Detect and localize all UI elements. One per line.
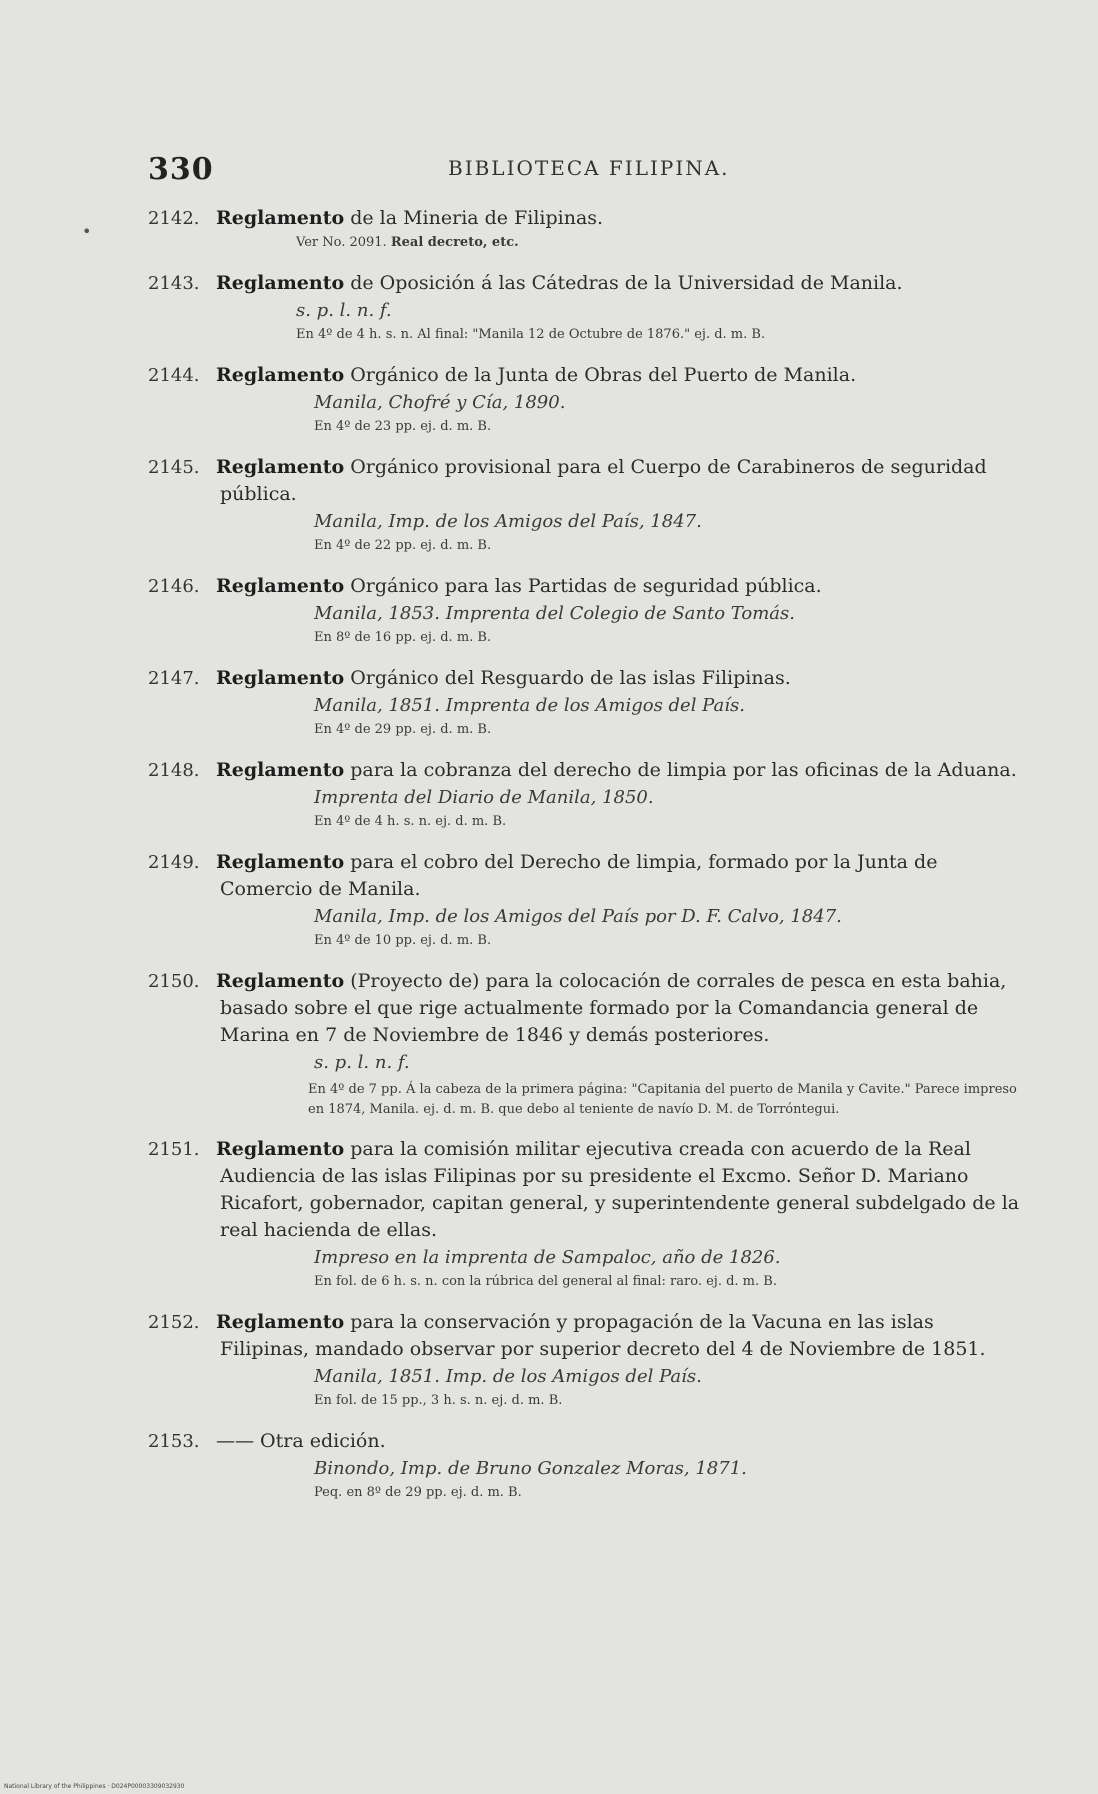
entry-title: para la comisión militar ejecutiva creada con acuerdo de la Real Audiencia de las islas Filipinas por su presidente el Excmo. Señor D. Mariano Ricafort, gobernador, capitan general, y superintendente general subdelgado de la real hacienda de ellas. <box>220 1138 1020 1241</box>
entry-title: Orgánico de la Junta de Obras del Puerto de Manila. <box>350 364 857 386</box>
entry-number: 2144. <box>148 365 200 386</box>
catalog-entries <box>148 205 1028 1520</box>
entry-number: 2145. <box>148 457 200 478</box>
entry-imprint: s. p. l. n. f. <box>296 300 392 321</box>
entry-note: En 8º de 16 pp. ej. d. m. B. <box>314 630 492 645</box>
entry-title: de Oposición á las Cátedras de la Universidad de Manila. <box>350 272 903 294</box>
entry-2151 <box>148 1136 1028 1293</box>
entry-imprint: Manila, Imp. de los Amigos del País por D. F. Calvo, 1847. <box>314 906 842 927</box>
entry-number: 2150. <box>148 971 200 992</box>
entry-2147 <box>148 665 1028 741</box>
entry-title: Orgánico para las Partidas de seguridad pública. <box>350 575 822 597</box>
entry-imprint: Manila, 1851. Imprenta de los Amigos del País. <box>314 695 745 716</box>
entry-imprint: Manila, 1851. Imp. de los Amigos del País. <box>314 1366 702 1387</box>
entry-title: (Proyecto de) para la colocación de corrales de pesca en esta bahia, basado sobre el que rige actualmente formado por la Comandancia general de Marina en 7 de Noviembre de 1846 y demás posteriores. <box>220 970 1007 1046</box>
entry-keyword: Reglamento <box>216 759 345 781</box>
entry-2144 <box>148 362 1028 438</box>
entry-2153 <box>148 1428 1028 1504</box>
entry-number: 2151. <box>148 1139 200 1160</box>
entry-note: En 4º de 23 pp. ej. d. m. B. <box>314 419 492 434</box>
entry-note: En 4º de 29 pp. ej. d. m. B. <box>314 722 492 737</box>
entry-imprint: s. p. l. n. f. <box>314 1052 410 1073</box>
entry-title: de la Mineria de Filipinas. <box>350 207 604 229</box>
entry-note: En 4º de 4 h. s. n. ej. d. m. B. <box>314 814 507 829</box>
entry-number: 2152. <box>148 1312 200 1333</box>
entry-note: Peq. en 8º de 29 pp. ej. d. m. B. <box>314 1485 522 1500</box>
entry-number: 2142. <box>148 208 200 229</box>
entry-note: En 4º de 7 pp. Á la cabeza de la primera página: "Capitania del puerto de Manila y Cavite." Parece impreso en 1874, Manila. ej. d. m. B. que debo al teniente de navío D. M. de Torróntegui. <box>308 1082 1017 1117</box>
entry-keyword: Reglamento <box>216 970 345 992</box>
entry-note: En 4º de 10 pp. ej. d. m. B. <box>314 933 492 948</box>
entry-note: En 4º de 4 h. s. n. Al final: "Manila 12 de Octubre de 1876." ej. d. m. B. <box>296 327 766 342</box>
entry-imprint: Impreso en la imprenta de Sampaloc, año de 1826. <box>314 1247 781 1268</box>
entry-keyword: Reglamento <box>216 207 345 229</box>
entry-title: Orgánico del Resguardo de las islas Filipinas. <box>350 667 791 689</box>
entry-note: En fol. de 15 pp., 3 h. s. n. ej. d. m. B. <box>314 1393 563 1408</box>
entry-2148 <box>148 757 1028 833</box>
entry-keyword: Reglamento <box>216 575 345 597</box>
entry-keyword: Reglamento <box>216 667 345 689</box>
entry-note: Ver No. 2091. <box>296 235 387 250</box>
entry-keyword: Reglamento <box>216 1311 345 1333</box>
entry-2142 <box>148 205 1028 254</box>
entry-title: para el cobro del Derecho de limpia, formado por la Junta de Comercio de Manila. <box>220 851 938 900</box>
entry-imprint: Manila, 1853. Imprenta del Colegio de Santo Tomás. <box>314 603 795 624</box>
entry-keyword: Reglamento <box>216 364 345 386</box>
entry-number: 2143. <box>148 273 200 294</box>
margin-mark: • <box>82 222 92 241</box>
entry-imprint: Imprenta del Diario de Manila, 1850. <box>314 787 654 808</box>
entry-title: Orgánico provisional para el Cuerpo de Carabineros de seguridad pública. <box>220 456 987 505</box>
running-head: BIBLIOTECA FILIPINA. <box>448 156 730 180</box>
page-number: 330 <box>148 152 214 187</box>
entry-number: 2146. <box>148 576 200 597</box>
entry-keyword: Reglamento <box>216 851 345 873</box>
entry-dash: —— <box>216 1430 254 1452</box>
entry-number: 2149. <box>148 852 200 873</box>
entry-2152 <box>148 1309 1028 1412</box>
entry-2150 <box>148 968 1028 1120</box>
entry-2146 <box>148 573 1028 649</box>
entry-imprint: Manila, Chofré y Cía, 1890. <box>314 392 566 413</box>
entry-imprint: Manila, Imp. de los Amigos del País, 1847. <box>314 511 702 532</box>
entry-note: En fol. de 6 h. s. n. con la rúbrica del general al final: raro. ej. d. m. B. <box>314 1274 777 1289</box>
entry-note: En 4º de 22 pp. ej. d. m. B. <box>314 538 492 553</box>
entry-keyword: Reglamento <box>216 272 345 294</box>
entry-number: 2148. <box>148 760 200 781</box>
entry-title: para la conservación y propagación de la Vacuna en las islas Filipinas, mandado observar por superior decreto del 4 de Noviembre de 1851. <box>220 1311 986 1360</box>
entry-keyword: Reglamento <box>216 456 345 478</box>
entry-imprint: Binondo, Imp. de Bruno Gonzalez Moras, 1871. <box>314 1458 747 1479</box>
entry-note-bold: Real decreto, etc. <box>390 235 519 250</box>
entry-2149 <box>148 849 1028 952</box>
scan-footer: National Library of the Philippines · D024P00003309032930 <box>4 1783 185 1790</box>
entry-number: 2147. <box>148 668 200 689</box>
entry-2145 <box>148 454 1028 557</box>
entry-title: Otra edición. <box>260 1430 386 1452</box>
entry-2143 <box>148 270 1028 346</box>
entry-number: 2153. <box>148 1431 200 1452</box>
entry-keyword: Reglamento <box>216 1138 345 1160</box>
entry-title: para la cobranza del derecho de limpia por las oficinas de la Aduana. <box>350 759 1017 781</box>
